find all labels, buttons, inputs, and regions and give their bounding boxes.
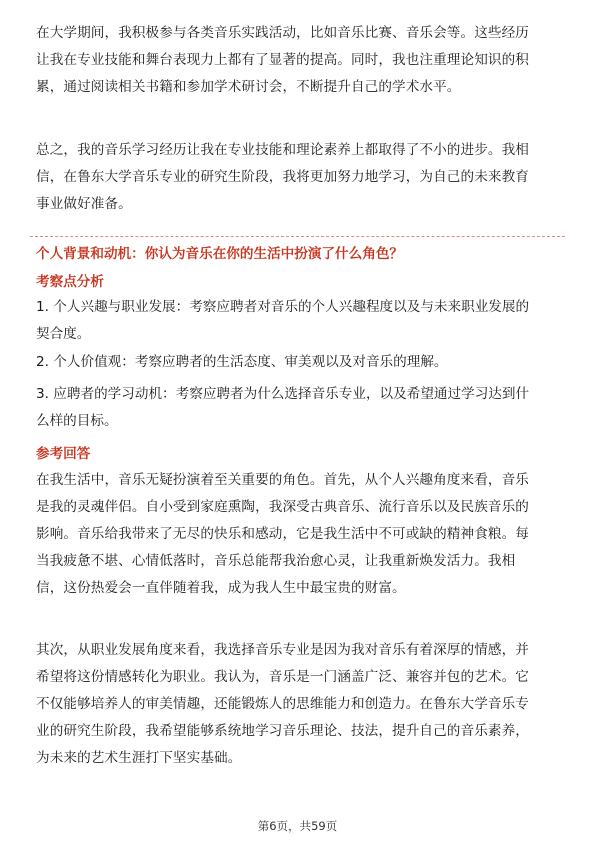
page-number: 第6页，共59页: [257, 819, 338, 833]
text-line: 信，在鲁东大学音乐专业的研究生阶段，我将更加努力地学习，为自己的未来教育: [36, 169, 529, 185]
text-line: 希望将这份情感转化为职业。我认为，音乐是一门涵盖广泛、兼容并包的艺术。它: [36, 669, 529, 685]
answer-heading: 参考回答: [36, 446, 91, 462]
answer-paragraph-2: [36, 637, 562, 772]
text-line: 影响。音乐给我带来了无尽的快乐和感动，它是我生活中不可或缺的精神食粮。每: [36, 526, 529, 542]
text-line: 是我的灵魂伴侣。自小受到家庭熏陶，我深受古典音乐、流行音乐以及民族音乐的: [36, 499, 529, 515]
section-divider: [30, 236, 565, 237]
text-line: 总之，我的音乐学习经历让我在专业技能和理论素养上都取得了不小的进步。我相: [36, 142, 529, 158]
text-line: 在大学期间，我积极参与各类音乐实践活动，比如音乐比赛、音乐会等。这些经历: [36, 25, 529, 41]
text-line: 其次，从职业发展角度来看，我选择音乐专业是因为我对音乐有着深厚的情感，并: [36, 642, 529, 658]
text-line: 让我在专业技能和舞台表现力上都有了显著的提高。同时，我也注重理论知识的积: [36, 52, 529, 68]
answer-paragraph-1: [36, 467, 562, 602]
text-line: 不仅能够培养人的审美情趣，还能锻炼人的思维能力和创造力。在鲁东大学音乐专: [36, 696, 529, 712]
text-line: 为未来的艺术生涯打下坚实基础。: [36, 750, 242, 766]
text-line: 当我疲惫不堪、心情低落时，音乐总能帮我治愈心灵，让我重新焕发活力。我相: [36, 553, 516, 569]
text-line: 1. 个人兴趣与职业发展：考察应聘者对音乐的个人兴趣程度以及与未来职业发展的: [36, 299, 530, 315]
text-line: 事业做好准备。: [36, 196, 132, 212]
text-line: 业的研究生阶段，我希望能够系统地学习音乐理论、技法，提升自己的音乐素养，: [36, 723, 529, 739]
question-title: 个人背景和动机：你认为音乐在你的生活中扮演了什么角色？: [36, 246, 404, 262]
intro-paragraph-2: [36, 137, 562, 218]
text-line: 在我生活中，音乐无疑扮演着至关重要的角色。首先，从个人兴趣角度来看，音乐: [36, 472, 529, 488]
text-line: 契合度。: [36, 326, 91, 342]
analysis-item-2: [36, 349, 562, 376]
analysis-item-3: [36, 381, 562, 435]
text-line: 累，通过阅读相关书籍和参加学术研讨会，不断提升自己的学术水平。: [36, 79, 461, 95]
text-line: 么样的目标。: [36, 413, 118, 429]
analysis-heading: 考察点分析: [36, 274, 104, 290]
text-line: 2. 个人价值观：考察应聘者的生活态度、审美观以及对音乐的理解。: [36, 354, 448, 370]
text-line: 3. 应聘者的学习动机：考察应聘者为什么选择音乐专业，以及希望通过学习达到什: [36, 386, 530, 402]
analysis-item-1: [36, 294, 562, 348]
text-line: 信，这份热爱会一直伴随着我，成为我人生中最宝贵的财富。: [36, 580, 406, 596]
intro-paragraph-1: [36, 20, 562, 101]
